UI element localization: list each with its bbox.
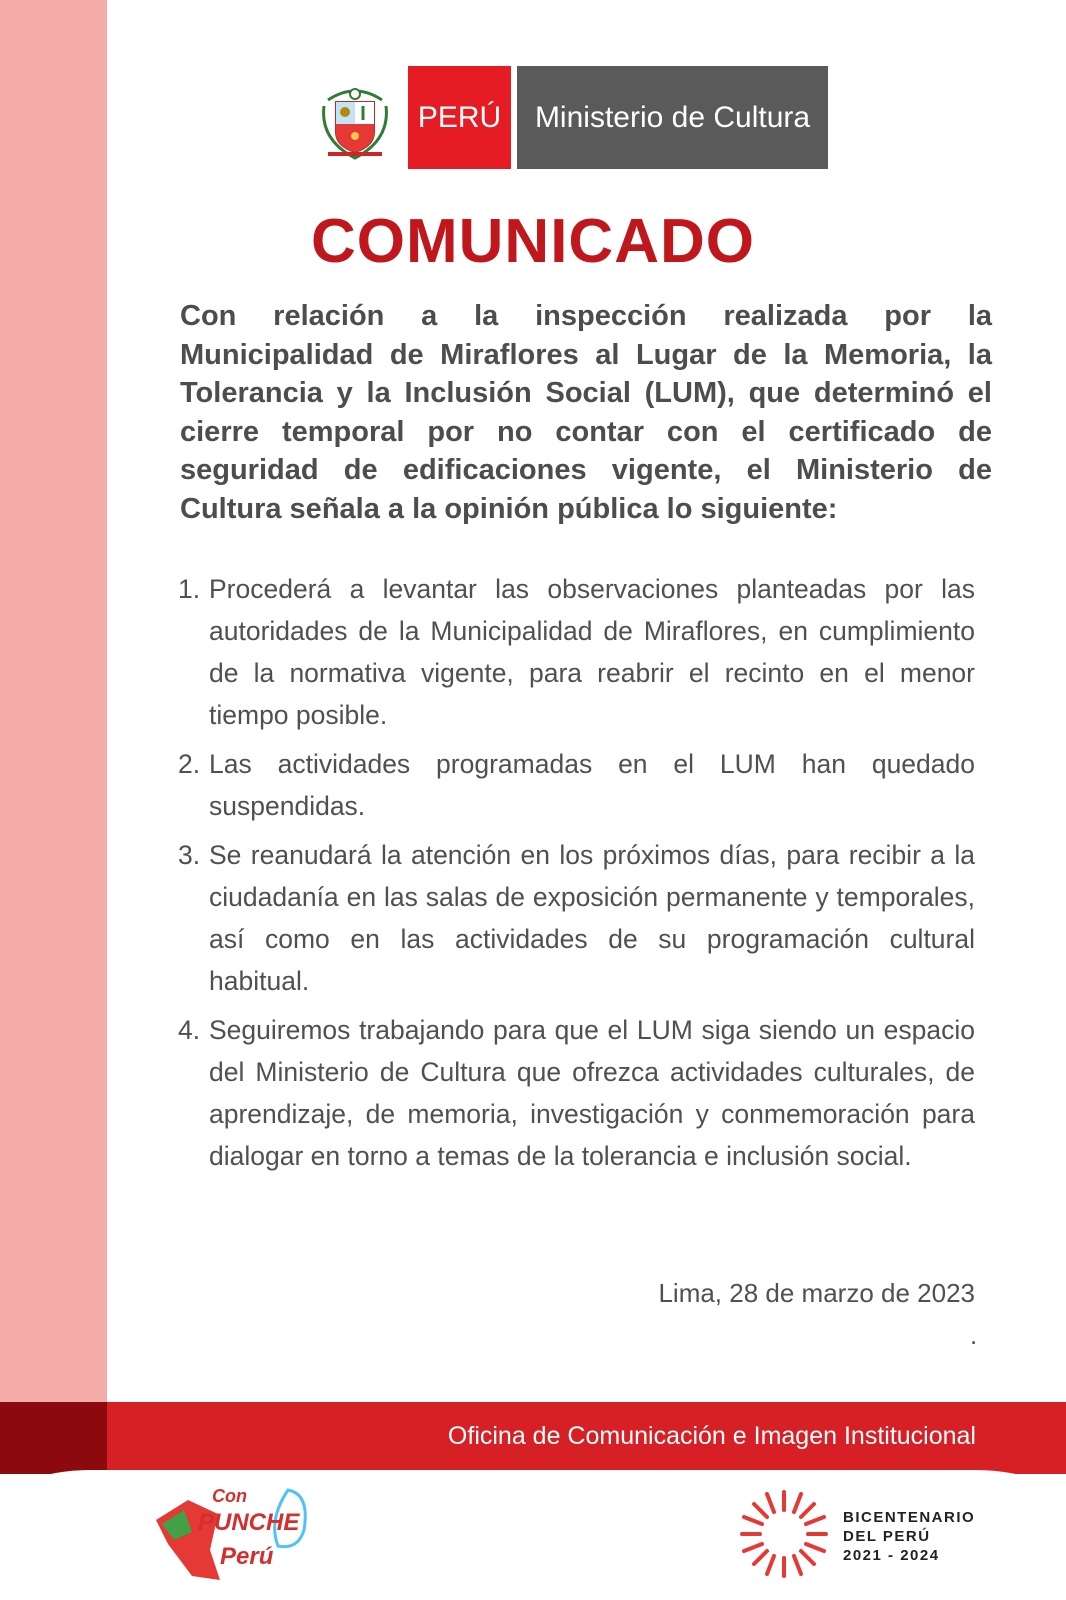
footer-band-dark [0, 1402, 107, 1474]
page-title: COMUNICADO [311, 207, 755, 276]
points-list [178, 568, 975, 1184]
bicentenario-text [843, 1508, 975, 1565]
list-item-text: Se reanudará la atención en los próximos días, para recibir a la ciudadanía en las salas de exposición permanente y temporales, así como en las actividades de su programación cultural habitual. [209, 840, 975, 996]
punche-line3: Perú [220, 1543, 274, 1570]
punche-line2: PUNCHE [198, 1509, 300, 1536]
bicentenario-line2: DEL PERÚ [843, 1528, 931, 1545]
list-item-number: 2. [178, 749, 201, 779]
trailing-dot: . [970, 1320, 978, 1350]
list-item-number: 1. [178, 574, 201, 604]
bicentenario-sun-icon [738, 1488, 830, 1580]
list-item [178, 1009, 975, 1177]
list-item-text: Las actividades programadas en el LUM han quedado suspendidas. [209, 749, 975, 821]
list-item-number: 3. [178, 840, 201, 870]
punche-peru-logo-icon [148, 1480, 318, 1590]
footer-office-label: Oficina de Comunicación e Imagen Institucional [447, 1422, 976, 1450]
coat-of-arms-icon [318, 80, 392, 162]
punche-line1: Con [212, 1486, 247, 1506]
ministry-label: Ministerio de Cultura [517, 66, 828, 169]
list-item-number: 4. [178, 1015, 201, 1045]
list-item [178, 743, 975, 827]
intro-paragraph: Con relación a la inspección realizada por la Municipalidad de Miraflores al Lugar de la Memoria, la Tolerancia y la Inclusión Social (LUM), que determinó el cierre temporal por no contar con el certificado de seguridad de edificaciones vigente, el Ministerio de Cultura señala a la opinión pública lo siguiente: [180, 300, 992, 525]
bicentenario-line3: 2021 - 2024 [843, 1547, 940, 1564]
list-item [178, 568, 975, 736]
date-line: Lima, 28 de marzo de 2023 [658, 1278, 975, 1308]
list-item-text: Seguiremos trabajando para que el LUM siga siendo un espacio del Ministerio de Cultura que ofrezca actividades culturales, de aprendizaje, de memoria, investigación y conmemoración para dialogar en torno a temas de la tolerancia e inclusión social. [209, 1015, 975, 1171]
list-item [178, 834, 975, 1002]
bicentenario-line1: BICENTENARIO [843, 1509, 976, 1526]
peru-label: PERÚ [408, 66, 511, 169]
list-item-text: Procederá a levantar las observaciones planteadas por las autoridades de la Municipalidad de Miraflores, en cumplimiento de la normativa vigente, para reabrir el recinto en el menor tiempo posible. [209, 574, 975, 730]
